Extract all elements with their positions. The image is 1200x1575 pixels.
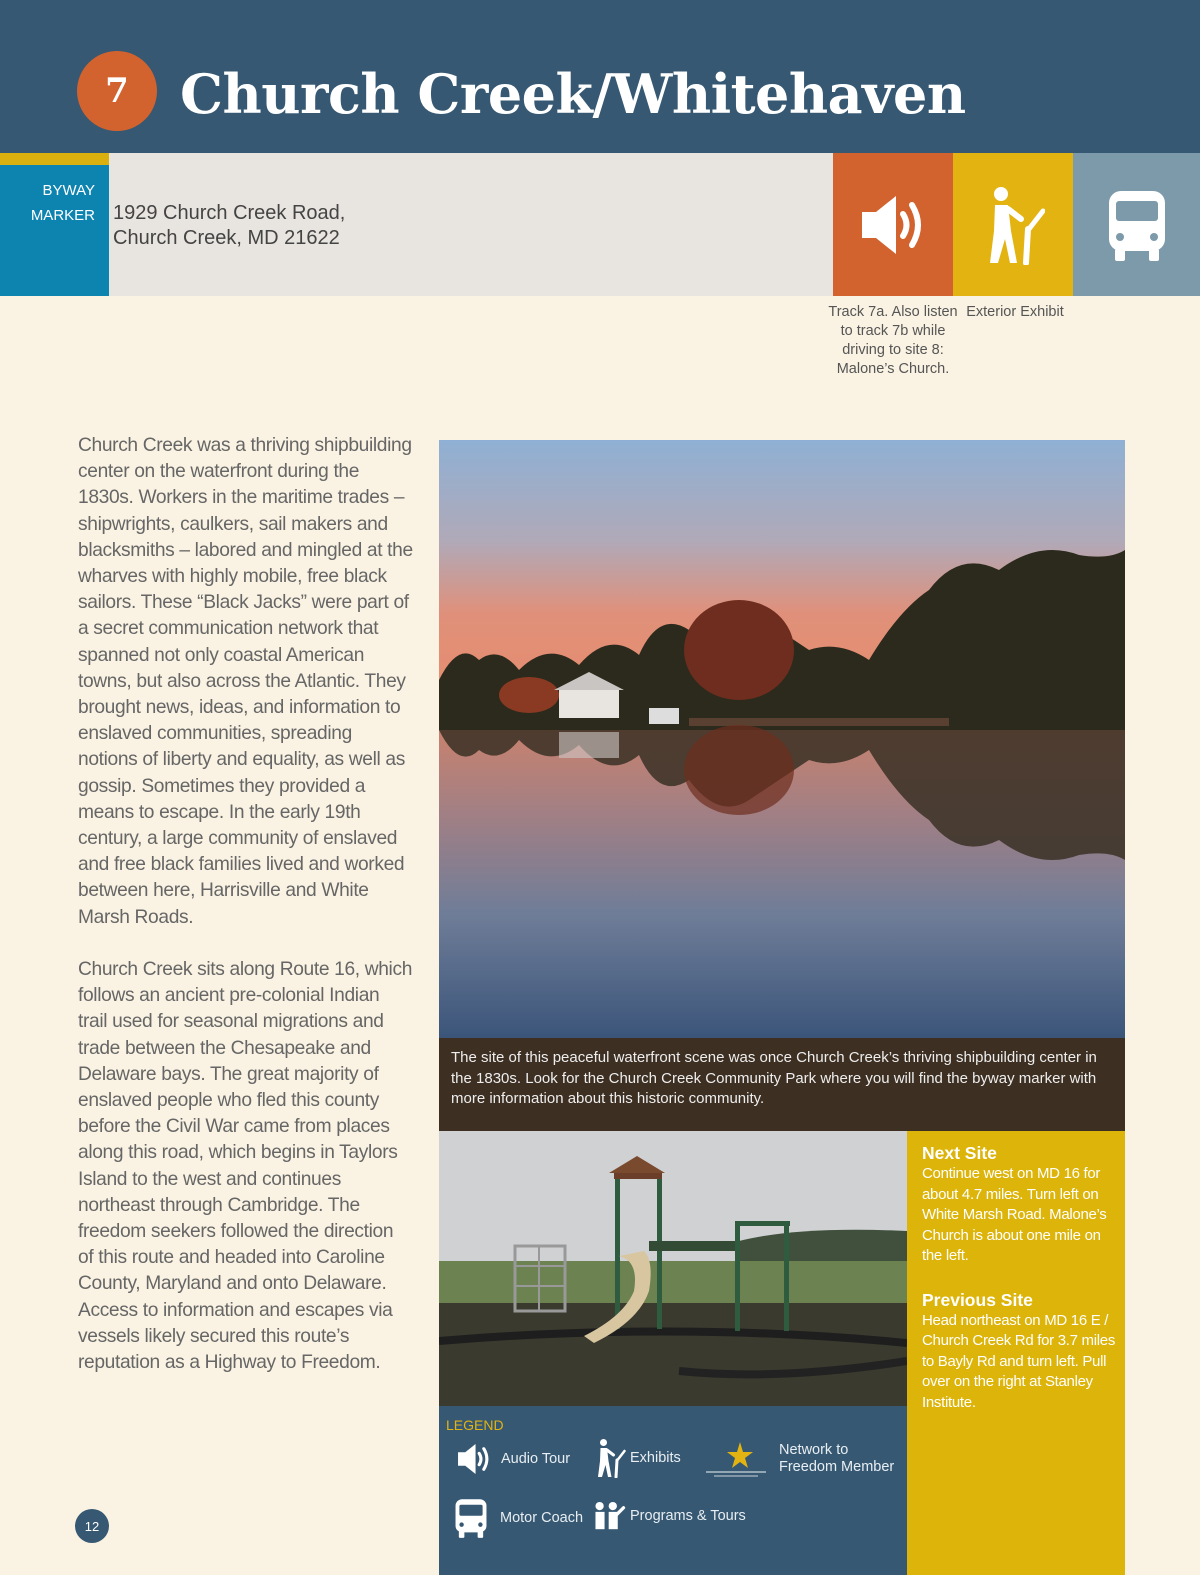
legend-network-line1: Network to (779, 1442, 849, 1458)
directions-panel (907, 1131, 1125, 1575)
legend-exhibits-label: Exhibits (630, 1449, 681, 1466)
exhibit-tile (953, 153, 1073, 296)
speaker-icon (858, 192, 928, 258)
legend-coach-label: Motor Coach (500, 1509, 584, 1526)
waterfront-photo (439, 440, 1125, 1038)
legend-audio-label: Audio Tour (501, 1450, 571, 1467)
marker-accent-strip (0, 153, 109, 165)
page-header (0, 0, 1200, 153)
legend-motor-coach (453, 1497, 583, 1539)
byway-marker-label (0, 165, 109, 296)
marker-label-line2: MARKER (30, 207, 95, 224)
next-site-directions: Continue west on MD 16 for about 4.7 miles. Turn left on White Marsh Road. Malone’s Church is about one mile on the left. (922, 1165, 1107, 1264)
walking-person-icon (593, 1438, 626, 1478)
photo-caption: The site of this peaceful waterfront scene was once Church Creek’s thriving shipbuilding center in the 1830s. Look for the Church Creek Community Park where you will find the byway marker with more information about this historic community. (439, 1038, 1125, 1131)
legend-panel (439, 1406, 907, 1575)
page-title: Church Creek/Whitehaven (180, 62, 966, 126)
motor-coach-tile (1073, 153, 1200, 296)
site-address (113, 201, 345, 251)
legend-network-freedom (702, 1439, 894, 1479)
exhibit-caption: Exterior Exhibit (966, 304, 1064, 320)
speaker-icon (454, 1442, 494, 1476)
bus-icon (1105, 187, 1169, 263)
body-paragraph-1: Church Creek was a thriving shipbuilding center on the waterfront during the 1830s. Workers in the maritime trades – shipwrights, caulkers, sail makers and blacksmiths – labored and mingled at the wharves with highly mobile, free black sailors. These “Black Jacks” were part of a secret communication network that spanned not only coastal American towns, but also across the Atlantic. They brought news, ideas, and information to enslaved communities, spreading notions of liberty and equality, as well as gossip. Sometimes they provided a means to escape. In the early 19th century, a large community of enslaved and free black families lived and worked between here, Harrisville and White Marsh Roads. (78, 435, 413, 928)
legend-exhibits (593, 1438, 681, 1478)
previous-site-directions: Head northeast on MD 16 E / Church Creek Rd for 3.7 miles to Bayly Rd and turn left. Pull over on the right at Stanley Institute. (922, 1311, 1116, 1411)
legend-network-line2: Freedom Member (779, 1459, 895, 1475)
network-to-freedom-star-icon (702, 1439, 770, 1479)
bus-icon (453, 1497, 489, 1539)
previous-site-heading: Previous Site (922, 1289, 1033, 1310)
playground-photo (439, 1131, 907, 1406)
legend-network-label (779, 1442, 894, 1476)
programs-tours-icon (593, 1501, 626, 1531)
body-paragraph-2: Church Creek sits along Route 16, which follows an ancient pre-colonial Indian trail used for seasonal migrations and trade between the Chesapeake and Delaware bays. The great majority of enslaved people who fled this county before the Civil War came from places along this road, which begins in Taylors Island to the west and continues northeast through Cambridge. The freedom seekers followed the direction of this route and headed into Caroline County, Maryland and onto Delaware. Access to information and escapes via vessels likely secured this route’s reputation as a Highway to Freedom. (78, 959, 413, 1374)
legend-title: LEGEND (446, 1417, 504, 1433)
audio-tour-tile (833, 153, 953, 296)
legend-programs-label: Programs & Tours (630, 1507, 746, 1524)
marker-label-line1: BYWAY (42, 182, 95, 199)
walking-person-icon (981, 185, 1045, 265)
audio-track-caption: Track 7a. Also listen to track 7b while driving to site 8: Malone’s Church. (828, 304, 958, 377)
address-line1: 1929 Church Creek Road, (113, 202, 346, 224)
address-line2: Church Creek, MD 21622 (113, 227, 340, 249)
page-number: 12 (75, 1509, 109, 1543)
site-number-badge: 7 (77, 51, 157, 131)
next-site-heading: Next Site (922, 1143, 997, 1163)
legend-audio-tour (454, 1442, 570, 1476)
legend-programs-tours (593, 1501, 746, 1531)
